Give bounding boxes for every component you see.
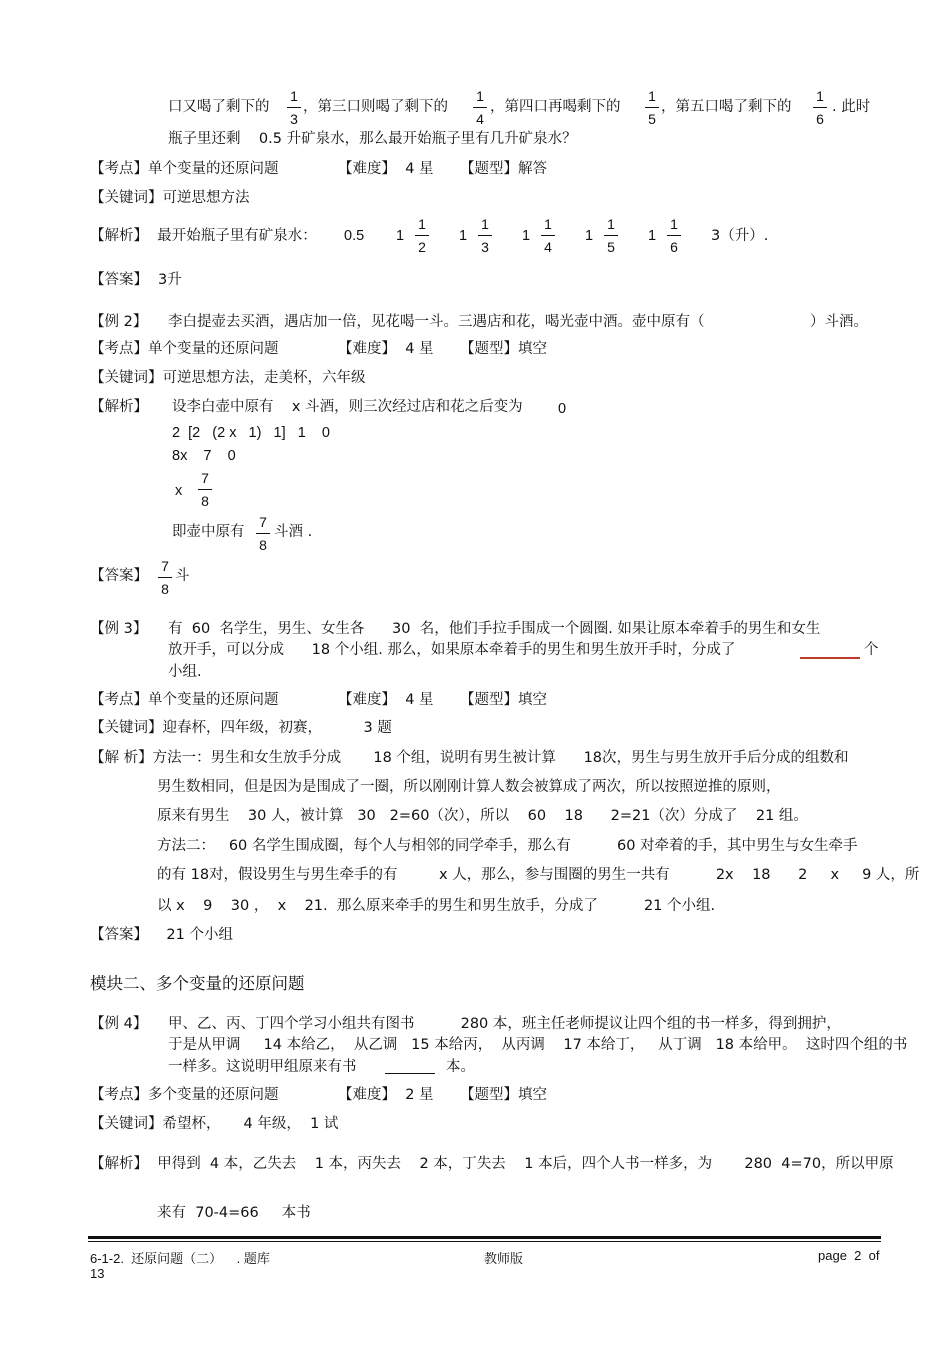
ex4-question-3a: 一样多。这说明甲组原来有书 xyxy=(168,1059,357,1075)
fraction-7-8: 7 8 xyxy=(255,514,271,553)
footer-page-total: 13 xyxy=(90,1266,105,1281)
ex2-jiexi-label: 【解析】 xyxy=(90,399,148,415)
ex1-text-1c: ，第四口再喝剩下的 xyxy=(490,99,621,115)
ex3-solution-line-3: 原来有男生 30 人，被计算 30 2=60（次），所以 60 18 2=21（次）分成了 21 组。 xyxy=(157,808,808,824)
footer-rule-thin xyxy=(88,1241,881,1242)
ex1-jiexi-start: 0.5 xyxy=(344,228,365,244)
ex3-question-3: 小组. xyxy=(168,664,202,680)
answer-blank xyxy=(800,657,860,659)
ex4-question-3b: 本。 xyxy=(446,1059,475,1075)
ex3-tixing: 【题型】填空 xyxy=(460,692,547,708)
answer-blank xyxy=(385,1073,435,1074)
mixed-fraction: 1 5 xyxy=(603,216,619,255)
ex1-daan-label: 【答案】 xyxy=(90,272,148,288)
ex4-question-1: 甲、乙、丙、丁四个学习小组共有图书 280 本，班主任老师提议让四个组的书一样多，得到拥护， xyxy=(168,1016,841,1032)
ex2-question-b: ）斗酒。 xyxy=(810,314,868,330)
ex3-guanjianci: 【关键词】迎春杯，四年级，初赛， 3 题 xyxy=(90,720,392,736)
ex2-conclusion-b: 斗酒 . xyxy=(274,524,313,540)
fraction-1-5: 1 5 xyxy=(644,88,660,127)
footer-center: 教师版 xyxy=(484,1251,524,1266)
ex2-question-a: 李白提壶去买酒，遇店加一倍，见花喝一斗。三遇店和花，喝光壶中酒。壶中原有（ xyxy=(168,314,705,330)
ex1-text-1a: 口又喝了剩下的 xyxy=(168,99,270,115)
ex1-nandu: 【难度】 4 星 xyxy=(338,161,434,177)
ex3-solution-line-4: 方法二： 60 名学生围成圈，每个人与相邻的同学牵手，那么有 60 对牵着的手，其中男生与女生牵手 xyxy=(157,838,858,854)
ex2-daan-unit: 斗 xyxy=(175,568,190,584)
ex4-label: 【例 4】 xyxy=(90,1016,148,1032)
ex2-guanjianci: 【关键词】可逆思想方法，走美杯，六年级 xyxy=(90,370,366,386)
ex3-daan: 【答案】 21 个小组 xyxy=(90,927,233,943)
ex4-solution-line-1: 【解析】 甲得到 4 本，乙失去 1 本，丙失去 2 本，丁失去 1 本后，四个人书一样多，为 280 4=70，所以甲原 xyxy=(90,1156,894,1172)
ex3-kaodian: 【考点】单个变量的还原问题 xyxy=(90,692,279,708)
ex3-question-1: 有 60 名学生，男生、女生各 30 名，他们手拉手围成一个圆圈. 如果让原本牵着手的男生和女生 xyxy=(168,621,821,637)
ex1-text-1d: ，第五口喝了剩下的 xyxy=(661,99,792,115)
footer-page: page 2 of xyxy=(818,1248,880,1263)
ex2-solution-line-1: 设李白壶中原有 x 斗酒，则三次经过店和花之后变为 xyxy=(172,399,523,415)
ex2-equation-2: 8x 7 0 xyxy=(172,448,236,464)
ex1-jiexi-end: 3（升）. xyxy=(711,228,769,244)
ex3-question-2b: 个 xyxy=(864,642,879,658)
ex4-kaodian: 【考点】多个变量的还原问题 xyxy=(90,1087,279,1103)
ex2-solution-zero: 0 xyxy=(558,401,567,417)
mixed-whole: 1 xyxy=(648,228,657,244)
ex2-equation-1: 2 [2 (2 x 1) 1] 1 0 xyxy=(172,425,330,441)
ex2-label: 【例 2】 xyxy=(90,314,148,330)
ex4-nandu: 【难度】 2 星 xyxy=(338,1087,434,1103)
ex1-daan: 3升 xyxy=(158,272,182,288)
mixed-whole: 1 xyxy=(585,228,594,244)
footer-left: 6-1-2. 还原问题（二） . 题库 xyxy=(90,1251,270,1266)
ex1-text-2: 瓶子里还剩 0.5 升矿泉水，那么最开始瓶子里有几升矿泉水？ xyxy=(168,131,577,147)
ex2-conclusion-a: 即壶中原有 xyxy=(172,524,245,540)
mixed-whole: 1 xyxy=(396,228,405,244)
fraction-1-4: 1 4 xyxy=(472,88,488,127)
section-heading: 模块二、多个变量的还原问题 xyxy=(90,974,305,993)
ex1-kaodian: 【考点】单个变量的还原问题 xyxy=(90,161,279,177)
ex4-guanjianci: 【关键词】希望杯， 4 年级， 1 试 xyxy=(90,1116,339,1132)
ex3-solution-line-2: 男生数相同，但是因为是围成了一圈，所以刚刚计算人数会被算成了两次，所以按照逆推的原则， xyxy=(157,779,781,795)
mixed-fraction: 1 2 xyxy=(414,216,430,255)
mixed-fraction: 1 4 xyxy=(540,216,556,255)
ex2-nandu: 【难度】 4 星 xyxy=(338,341,434,357)
ex3-solution-line-5: 的有 18对，假设男生与男生牵手的有 x 人，那么，参与围圈的男生一共有 2x 18 2 x 9 人，所 xyxy=(157,867,920,883)
ex3-question-2a: 放开手，可以分成 18 个小组. 那么，如果原本牵着手的男生和男生放开手时，分成了 xyxy=(168,642,736,658)
ex3-solution-line-1: 【解 析】方法一：男生和女生放手分成 18 个组，说明有男生被计算 18次，男生与男生放开手后分成的组数和 xyxy=(90,750,849,766)
ex1-jiexi: 【解析】 最开始瓶子里有矿泉水： xyxy=(90,228,317,244)
ex4-question-2: 于是从甲调 14 本给乙， 从乙调 15 本给丙， 从丙调 17 本给丁， 从丁调 18 本给甲。 这时四个组的书 xyxy=(168,1037,908,1053)
fraction-1-6: 1 6 xyxy=(812,88,828,127)
ex1-text-1b: ，第三口则喝了剩下的 xyxy=(303,99,448,115)
ex1-guanjianci: 【关键词】可逆思想方法 xyxy=(90,190,250,206)
mixed-fraction: 1 6 xyxy=(666,216,682,255)
ex2-equation-3-x: x xyxy=(175,483,183,499)
footer-rule-thick xyxy=(88,1236,881,1239)
fraction-7-8: 7 8 xyxy=(197,470,213,509)
fraction-7-8: 7 8 xyxy=(157,558,173,597)
ex2-daan-label: 【答案】 xyxy=(90,568,148,584)
ex3-label: 【例 3】 xyxy=(90,621,148,637)
ex1-tixing: 【题型】解答 xyxy=(460,161,547,177)
mixed-fraction: 1 3 xyxy=(477,216,493,255)
ex3-solution-line-6: 以 x 9 30 ， x 21. 那么原来牵手的男生和男生放手，分成了 21 个小组. xyxy=(157,898,716,914)
fraction-1-3: 1 3 xyxy=(286,88,302,127)
ex1-text-1e: . 此时 xyxy=(832,99,871,115)
ex2-tixing: 【题型】填空 xyxy=(460,341,547,357)
ex4-tixing: 【题型】填空 xyxy=(460,1087,547,1103)
mixed-whole: 1 xyxy=(459,228,468,244)
mixed-whole: 1 xyxy=(522,228,531,244)
ex3-nandu: 【难度】 4 星 xyxy=(338,692,434,708)
ex4-solution-line-2: 来有 70-4=66 本书 xyxy=(157,1205,311,1221)
ex2-kaodian: 【考点】单个变量的还原问题 xyxy=(90,341,279,357)
